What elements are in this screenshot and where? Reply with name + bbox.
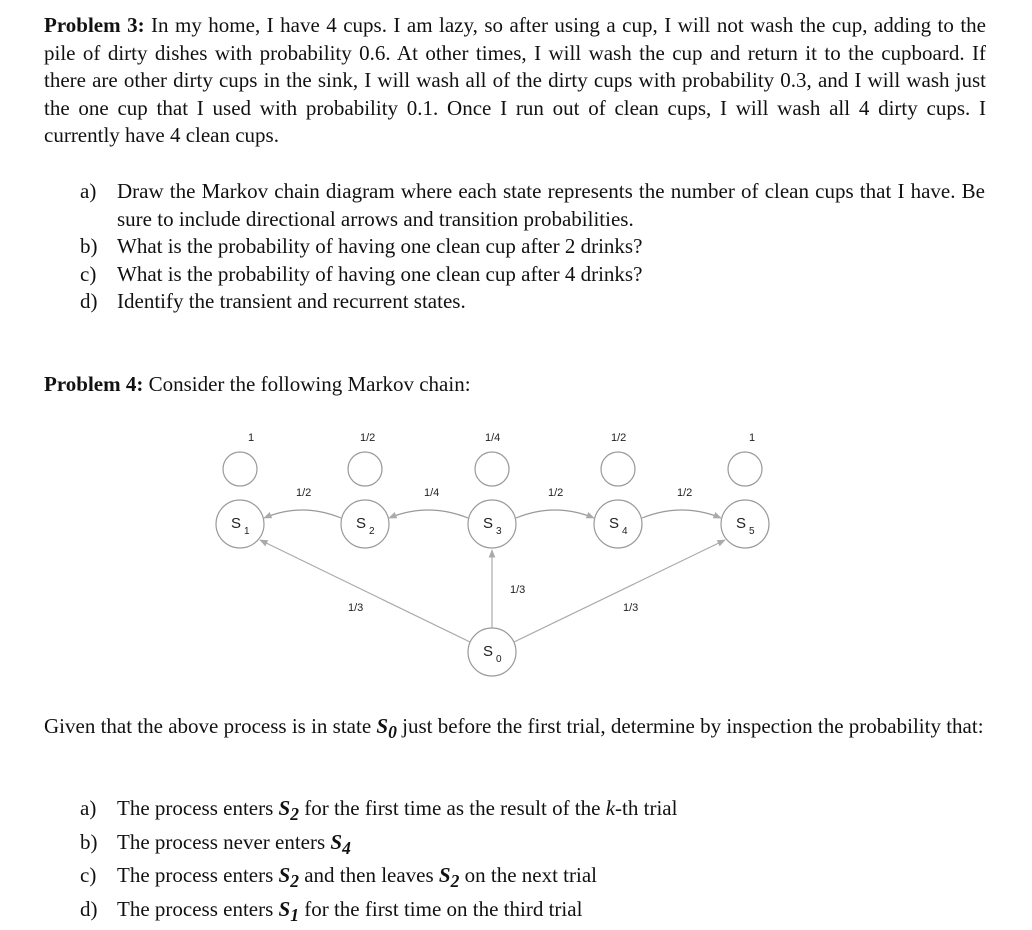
state-sub-s4: 4 [622, 526, 628, 537]
state-label-s0: S [483, 643, 494, 660]
problem3-heading: Problem 3: [44, 13, 145, 37]
state-sub-s0: 0 [496, 654, 502, 665]
item-marker: d) [80, 289, 98, 313]
list-item [80, 233, 985, 261]
item-marker: a) [80, 179, 97, 203]
edge-s2-s1 [264, 510, 341, 518]
edge-label-s3-s2: 1/4 [424, 487, 440, 499]
state-label-s5: S [736, 515, 747, 532]
item-marker: c) [80, 863, 97, 888]
state-ref: $S_2$ [438, 863, 460, 892]
edge-s4-s5 [642, 510, 721, 518]
problem3-paragraph [44, 12, 986, 150]
state-label-s1: S [231, 515, 242, 532]
edge-label-s3-s4: 1/2 [548, 487, 564, 499]
problem4-given [44, 713, 986, 747]
self-loop-s4 [601, 452, 635, 486]
problem3-list [80, 178, 985, 316]
list-item [80, 288, 985, 316]
list-item [80, 261, 985, 289]
loop-label-s5: 1 [749, 432, 756, 444]
self-loop-s2 [348, 452, 382, 486]
item-text: What is the probability of having one clean cup after 4 drinks? [117, 261, 643, 286]
state-label-s4: S [609, 515, 620, 532]
list-item: c) The process enters $S_2$ and then leaves $S_2$ on the next trial [80, 863, 597, 892]
state-sub-s2: 2 [369, 526, 375, 537]
item-marker: b) [80, 829, 98, 854]
list-item: d) The process enters $S_1$ for the first time on the third trial [80, 897, 583, 926]
item-marker: c) [80, 261, 97, 286]
given-state: $S_0$ [376, 714, 397, 743]
given-pre: Given that the above process is in state [44, 714, 372, 738]
state-sub-s3: 3 [496, 526, 502, 537]
edge-s0-s1 [260, 540, 470, 642]
item-text: Draw the Markov chain diagram where each state represents the number of clean cups that I have. Be sure to include directional arrows and transition probabilities. [117, 179, 985, 231]
list-item: a) The process enters $S_2$ for the first time as the result of the k-th trial [80, 796, 678, 825]
edge-label-s0-s1: 1/3 [348, 602, 364, 614]
edge-label-s2-s1: 1/2 [296, 487, 312, 499]
state-ref: $S_1$ [278, 897, 299, 926]
loop-label-s2: 1/2 [360, 432, 376, 444]
given-post: just before the first trial, determine by inspection the probability that: [402, 714, 984, 738]
item-text: Identify the transient and recurrent states. [117, 289, 466, 313]
self-loop-s1 [223, 452, 257, 486]
loop-label-s4: 1/2 [611, 432, 627, 444]
state-ref: $S_2$ [278, 796, 299, 825]
item-marker: b) [80, 234, 98, 258]
list-item: b) The process never enters $S_4$ [80, 829, 351, 858]
loop-label-s3: 1/4 [485, 432, 501, 444]
item-marker: d) [80, 897, 98, 922]
state-label-s3: S [483, 515, 494, 532]
state-sub-s1: 1 [244, 526, 250, 537]
problem4-intro: Consider the following Markov chain: [148, 372, 471, 396]
state-ref: $S_2$ [278, 863, 299, 892]
edge-s3-s2 [389, 510, 468, 518]
self-loop-s3 [475, 452, 509, 486]
state-sub-s5: 5 [749, 526, 755, 537]
self-loop-s5 [728, 452, 762, 486]
list-item [80, 178, 985, 233]
edge-label-s4-s5: 1/2 [677, 487, 693, 499]
item-marker: a) [80, 796, 97, 820]
edge-label-s0-s5: 1/3 [623, 602, 639, 614]
state-label-s2: S [356, 515, 367, 532]
markov-chain-diagram [200, 420, 800, 680]
problem4-list [80, 795, 985, 930]
edge-label-s0-s3: 1/3 [510, 584, 526, 596]
item-text: What is the probability of having one clean cup after 2 drinks? [117, 234, 643, 258]
problem3-text: In my home, I have 4 cups. I am lazy, so after using a cup, I will not wash the cup, adding to the pile of dirty dishes with probability 0.6. At other times, I will wash the cup and return it to the cupboard. If there are other dirty cups in the sink, I will wash all of the dirty cups with probability 0.3, and I will wash just the one cup that I used with probability 0.1. Once I run out of clean cups, I will wash all 4 dirty cups. I currently have 4 clean cups. [44, 13, 986, 147]
edge-s0-s5 [514, 540, 725, 642]
problem4-heading: Problem 4: [44, 372, 144, 396]
edge-s3-s4 [516, 510, 594, 518]
problem4-paragraph [44, 371, 986, 399]
loop-label-s1: 1 [248, 432, 255, 444]
state-ref: $S_4$ [330, 829, 351, 858]
